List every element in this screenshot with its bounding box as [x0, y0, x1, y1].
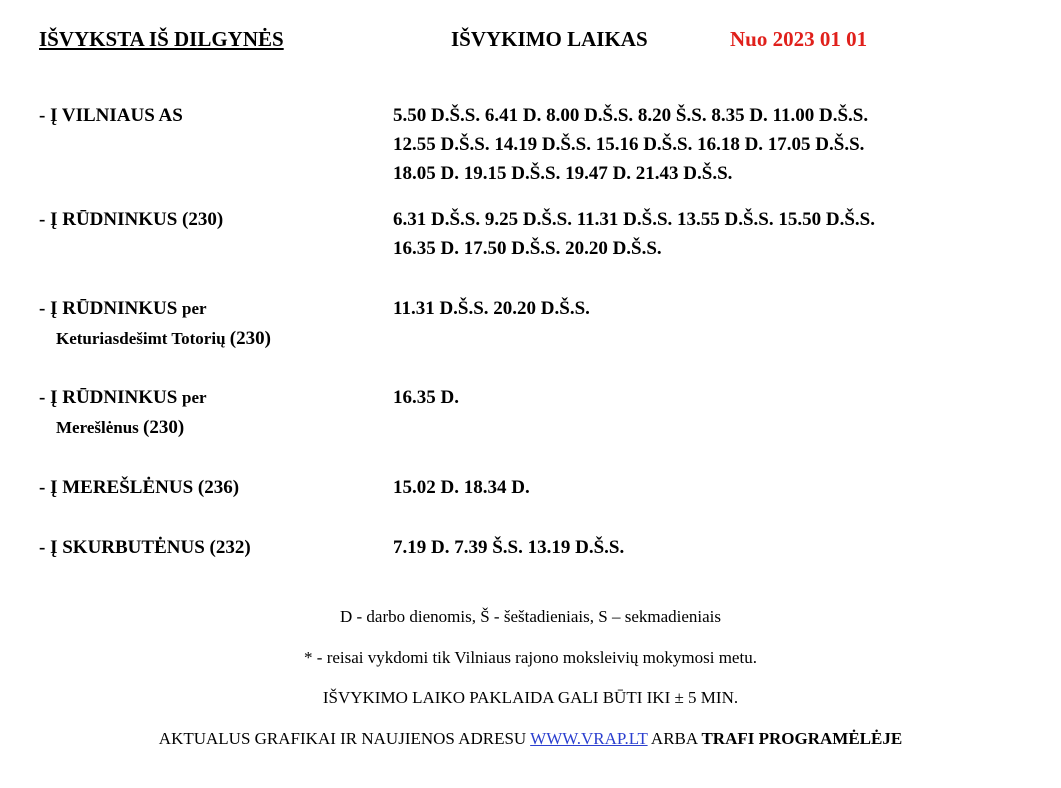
asterisk-note: * - reisai vykdomi tik Vilniaus rajono moksleivių mokymosi metu.: [304, 647, 757, 667]
footer-notes: [0, 602, 1061, 764]
tolerance-note: IŠVYKIMO LAIKO PAKLAIDA GALI BŪTI IKI ± 5 MIN.: [322, 688, 739, 707]
times-line: 18.05 D. 19.15 D.Š.S. 19.47 D. 21.43 D.Š.S.: [393, 163, 733, 184]
legend-note: D - darbo dienomis, Š - šeštadieniais, S – sekmadieniais: [339, 607, 722, 626]
route-times: [393, 205, 1013, 263]
route-times: [393, 101, 1013, 188]
times-line: 12.55 D.Š.S. 14.19 D.Š.S. 15.16 D.Š.S. 16.18 D. 17.05 D.Š.S.: [393, 134, 865, 155]
app-name: TRAFI PROGRAMĖLĖJE: [701, 728, 903, 748]
route-via-word: per: [182, 388, 207, 407]
route-destination: - Į RŪDNINKUS (230): [39, 209, 224, 230]
route-via-name: Keturiasdešimt Totorių: [56, 329, 226, 348]
times-line: 15.02 D. 18.34 D.: [393, 477, 530, 498]
times-line: 7.19 D. 7.39 Š.S. 13.19 D.Š.S.: [393, 537, 625, 558]
valid-from-date: Nuo 2023 01 01: [730, 27, 868, 51]
route-destination: - Į SKURBUTĖNUS (232): [39, 537, 251, 558]
route-times: [393, 294, 1013, 323]
route-number: (230): [229, 328, 271, 349]
route-destination: - Į MEREŠLĖNUS (236): [39, 477, 240, 498]
info-note: [0, 724, 1061, 765]
route-times: [393, 533, 1013, 562]
route-number: (230): [143, 417, 185, 438]
route-destination-main: - Į RŪDNINKUS: [39, 298, 178, 319]
route-destination: - Į VILNIAUS AS: [39, 105, 183, 126]
route-times: [393, 473, 1013, 502]
info-prefix: AKTUALUS GRAFIKAI IR NAUJIENOS ADRESU: [158, 728, 527, 748]
times-line: 6.31 D.Š.S. 9.25 D.Š.S. 11.31 D.Š.S. 13.55 D.Š.S. 15.50 D.Š.S.: [393, 209, 875, 230]
departure-stop-title: IŠVYKSTA IŠ DILGYNĖS: [39, 27, 284, 51]
route-via: [39, 324, 271, 354]
times-line: 5.50 D.Š.S. 6.41 D. 8.00 D.Š.S. 8.20 Š.S. 8.35 D. 11.00 D.Š.S.: [393, 105, 869, 126]
route-destination: [39, 383, 207, 443]
route-times: [393, 383, 1013, 412]
route-via: [39, 413, 207, 443]
departure-time-label: IŠVYKIMO LAIKAS: [451, 27, 648, 51]
timetable-header: [0, 27, 1061, 59]
times-line: 16.35 D. 17.50 D.Š.S. 20.20 D.Š.S.: [393, 238, 662, 259]
route-destination-main: - Į RŪDNINKUS: [39, 387, 178, 408]
route-destination: [39, 294, 271, 354]
info-mid: ARBA: [650, 728, 698, 748]
website-link[interactable]: WWW.VRAP.LT: [530, 728, 648, 748]
route-via-word: per: [182, 299, 207, 318]
times-line: 11.31 D.Š.S. 20.20 D.Š.S.: [393, 298, 590, 319]
times-line: 16.35 D.: [393, 387, 459, 408]
route-via-name: Merešlėnus: [56, 418, 139, 437]
